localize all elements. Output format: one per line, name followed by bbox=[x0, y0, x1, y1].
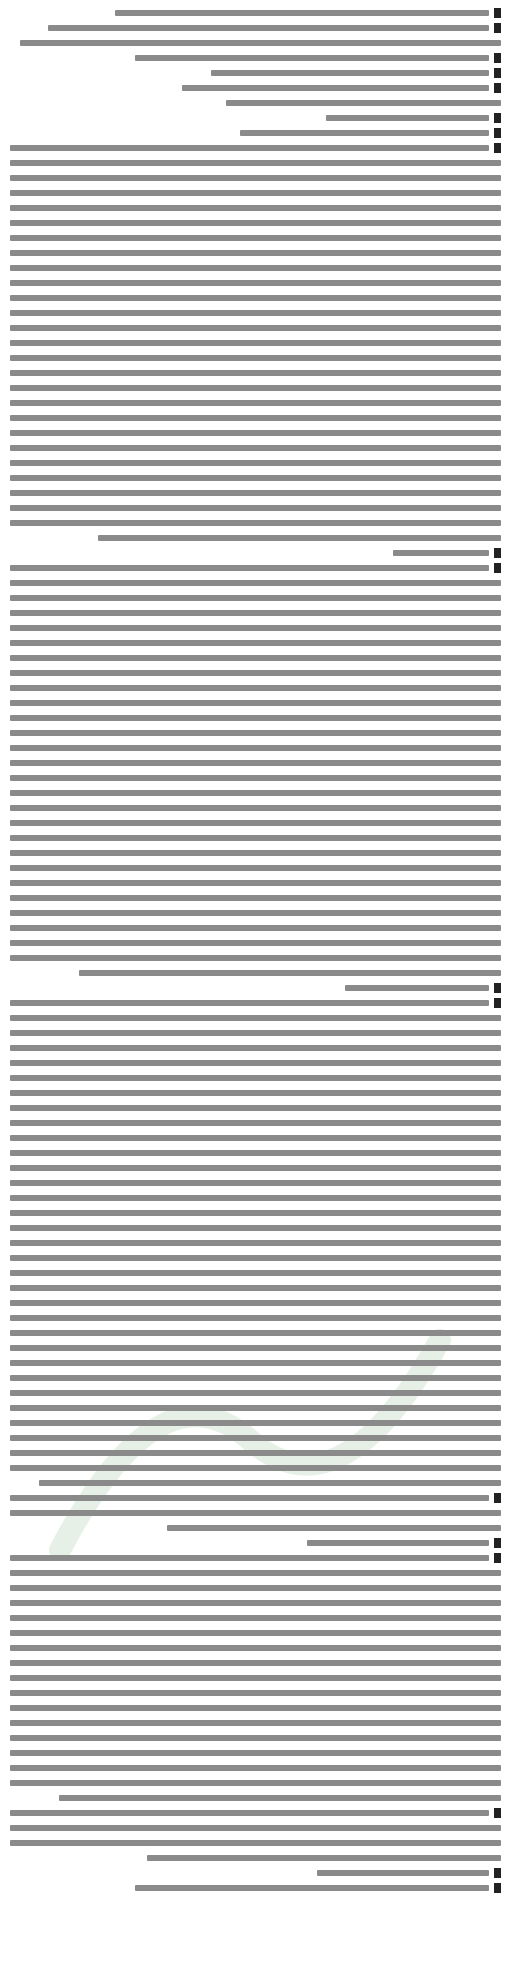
illegible-text-placeholder bbox=[10, 1675, 501, 1681]
speaker-marker bbox=[494, 143, 501, 153]
illegible-text-placeholder bbox=[10, 340, 501, 346]
text-line bbox=[10, 1326, 501, 1340]
illegible-text-placeholder bbox=[10, 1510, 501, 1516]
illegible-text-placeholder bbox=[10, 1060, 501, 1066]
illegible-text-placeholder bbox=[10, 1300, 501, 1306]
illegible-text-placeholder bbox=[10, 280, 501, 286]
illegible-text-placeholder bbox=[10, 1315, 501, 1321]
text-line bbox=[10, 1236, 501, 1250]
speaker-line bbox=[10, 141, 501, 155]
illegible-text-placeholder bbox=[10, 295, 501, 301]
illegible-text-placeholder bbox=[10, 235, 501, 241]
text-line bbox=[10, 756, 501, 770]
text-line bbox=[10, 591, 501, 605]
text-line bbox=[10, 951, 501, 965]
text-line bbox=[10, 516, 501, 530]
text-line bbox=[10, 171, 501, 185]
illegible-text-placeholder bbox=[10, 1180, 501, 1186]
text-line bbox=[10, 456, 501, 470]
illegible-text-placeholder bbox=[10, 1555, 489, 1561]
text-line bbox=[10, 471, 501, 485]
text-line bbox=[10, 1206, 501, 1220]
illegible-text-placeholder bbox=[20, 40, 501, 46]
text-line bbox=[10, 1071, 501, 1085]
illegible-text-placeholder bbox=[10, 1780, 501, 1786]
text-line bbox=[10, 216, 501, 230]
speaker-line bbox=[10, 996, 501, 1010]
text-line bbox=[10, 1731, 501, 1745]
text-line bbox=[10, 921, 501, 935]
illegible-text-placeholder bbox=[10, 1585, 501, 1591]
illegible-text-placeholder bbox=[10, 625, 501, 631]
text-line bbox=[10, 261, 501, 275]
text-line bbox=[10, 1821, 501, 1835]
text-line bbox=[10, 1641, 501, 1655]
illegible-text-placeholder bbox=[10, 1465, 501, 1471]
text-line bbox=[10, 1266, 501, 1280]
text-line bbox=[10, 1656, 501, 1670]
illegible-text-placeholder bbox=[79, 970, 501, 976]
text-line bbox=[10, 1011, 501, 1025]
text-line bbox=[10, 816, 501, 830]
speaker-line bbox=[10, 6, 501, 20]
illegible-text-placeholder bbox=[10, 1255, 501, 1261]
illegible-text-placeholder bbox=[39, 1480, 501, 1486]
illegible-text-placeholder bbox=[10, 955, 501, 961]
illegible-text-placeholder bbox=[10, 655, 501, 661]
illegible-text-placeholder bbox=[10, 745, 501, 751]
illegible-text-placeholder bbox=[10, 1270, 501, 1276]
text-line bbox=[10, 1506, 501, 1520]
speaker-line bbox=[10, 1491, 501, 1505]
illegible-text-placeholder bbox=[10, 1195, 501, 1201]
text-line bbox=[10, 1116, 501, 1130]
illegible-text-placeholder bbox=[211, 70, 489, 76]
text-line bbox=[10, 1716, 501, 1730]
illegible-text-placeholder bbox=[10, 1015, 501, 1021]
speaker-marker bbox=[494, 1883, 501, 1893]
text-line bbox=[10, 1356, 501, 1370]
speaker-line bbox=[10, 111, 501, 125]
speaker-marker bbox=[494, 983, 501, 993]
illegible-text-placeholder bbox=[48, 25, 489, 31]
text-line bbox=[10, 801, 501, 815]
illegible-text-placeholder bbox=[10, 1330, 501, 1336]
interview-text bbox=[10, 6, 501, 1895]
illegible-text-placeholder bbox=[240, 130, 489, 136]
text-line bbox=[10, 681, 501, 695]
text-line bbox=[10, 291, 501, 305]
text-line bbox=[10, 906, 501, 920]
speaker-marker bbox=[494, 1553, 501, 1563]
illegible-text-placeholder bbox=[10, 1105, 501, 1111]
speaker-line bbox=[10, 1536, 501, 1550]
illegible-text-placeholder bbox=[10, 1705, 501, 1711]
text-line bbox=[10, 441, 501, 455]
illegible-text-placeholder bbox=[10, 820, 501, 826]
speaker-line bbox=[10, 561, 501, 575]
illegible-text-placeholder bbox=[10, 220, 501, 226]
text-line bbox=[10, 1566, 501, 1580]
speaker-line bbox=[10, 66, 501, 80]
illegible-text-placeholder bbox=[10, 1090, 501, 1096]
illegible-text-placeholder bbox=[10, 250, 501, 256]
illegible-text-placeholder bbox=[10, 1390, 501, 1396]
illegible-text-placeholder bbox=[10, 685, 501, 691]
illegible-text-placeholder bbox=[10, 1000, 489, 1006]
text-line bbox=[10, 846, 501, 860]
text-line bbox=[10, 1251, 501, 1265]
illegible-text-placeholder bbox=[10, 1750, 501, 1756]
speaker-line bbox=[10, 1806, 501, 1820]
text-line bbox=[10, 1311, 501, 1325]
illegible-text-placeholder bbox=[10, 310, 501, 316]
illegible-text-placeholder bbox=[10, 1120, 501, 1126]
illegible-text-placeholder bbox=[10, 1165, 501, 1171]
illegible-text-placeholder bbox=[10, 385, 501, 391]
text-line bbox=[10, 1521, 501, 1535]
text-line bbox=[10, 651, 501, 665]
text-line bbox=[10, 396, 501, 410]
illegible-text-placeholder bbox=[10, 1225, 501, 1231]
text-line bbox=[10, 1176, 501, 1190]
text-line bbox=[10, 36, 501, 50]
illegible-text-placeholder bbox=[10, 1345, 501, 1351]
speaker-marker bbox=[494, 128, 501, 138]
text-line bbox=[10, 366, 501, 380]
illegible-text-placeholder bbox=[10, 640, 501, 646]
speaker-marker bbox=[494, 548, 501, 558]
text-line bbox=[10, 501, 501, 515]
speaker-line bbox=[10, 126, 501, 140]
text-line bbox=[10, 1221, 501, 1235]
text-line bbox=[10, 936, 501, 950]
illegible-text-placeholder bbox=[10, 430, 501, 436]
text-line bbox=[10, 636, 501, 650]
illegible-text-placeholder bbox=[10, 205, 501, 211]
illegible-text-placeholder bbox=[307, 1540, 489, 1546]
text-line bbox=[10, 1056, 501, 1070]
illegible-text-placeholder bbox=[10, 190, 501, 196]
text-line bbox=[10, 696, 501, 710]
illegible-text-placeholder bbox=[10, 835, 501, 841]
illegible-text-placeholder bbox=[10, 1420, 501, 1426]
text-line bbox=[10, 1401, 501, 1415]
text-line bbox=[10, 321, 501, 335]
illegible-text-placeholder bbox=[10, 1375, 501, 1381]
text-line bbox=[10, 1686, 501, 1700]
illegible-text-placeholder bbox=[10, 325, 501, 331]
text-line bbox=[10, 1851, 501, 1865]
illegible-text-placeholder bbox=[10, 940, 501, 946]
illegible-text-placeholder bbox=[10, 1135, 501, 1141]
text-line bbox=[10, 1416, 501, 1430]
illegible-text-placeholder bbox=[59, 1795, 501, 1801]
illegible-text-placeholder bbox=[10, 850, 501, 856]
illegible-text-placeholder bbox=[10, 265, 501, 271]
text-line bbox=[10, 276, 501, 290]
illegible-text-placeholder bbox=[393, 550, 489, 556]
illegible-text-placeholder bbox=[10, 1840, 501, 1846]
illegible-text-placeholder bbox=[10, 1435, 501, 1441]
text-line bbox=[10, 96, 501, 110]
text-line bbox=[10, 1791, 501, 1805]
illegible-text-placeholder bbox=[10, 1600, 501, 1606]
text-line bbox=[10, 1146, 501, 1160]
text-line bbox=[10, 1296, 501, 1310]
text-line bbox=[10, 336, 501, 350]
text-line bbox=[10, 156, 501, 170]
illegible-text-placeholder bbox=[10, 715, 501, 721]
text-line bbox=[10, 1596, 501, 1610]
speaker-marker bbox=[494, 68, 501, 78]
illegible-text-placeholder bbox=[10, 580, 501, 586]
illegible-text-placeholder bbox=[10, 1495, 489, 1501]
illegible-text-placeholder bbox=[10, 895, 501, 901]
text-line bbox=[10, 201, 501, 215]
illegible-text-placeholder bbox=[10, 175, 501, 181]
illegible-text-placeholder bbox=[10, 1405, 501, 1411]
text-line bbox=[10, 1281, 501, 1295]
text-line bbox=[10, 1161, 501, 1175]
speaker-marker bbox=[494, 83, 501, 93]
text-line bbox=[10, 1101, 501, 1115]
illegible-text-placeholder bbox=[345, 985, 489, 991]
illegible-text-placeholder bbox=[10, 1360, 501, 1366]
illegible-text-placeholder bbox=[10, 1825, 501, 1831]
illegible-text-placeholder bbox=[10, 1720, 501, 1726]
illegible-text-placeholder bbox=[135, 55, 489, 61]
illegible-text-placeholder bbox=[147, 1855, 501, 1861]
text-line bbox=[10, 411, 501, 425]
text-line bbox=[10, 246, 501, 260]
illegible-text-placeholder bbox=[10, 1735, 501, 1741]
illegible-text-placeholder bbox=[10, 670, 501, 676]
speaker-marker bbox=[494, 1538, 501, 1548]
text-line bbox=[10, 1341, 501, 1355]
text-line bbox=[10, 1476, 501, 1490]
illegible-text-placeholder bbox=[226, 100, 501, 106]
speaker-marker bbox=[494, 8, 501, 18]
illegible-text-placeholder bbox=[10, 370, 501, 376]
text-line bbox=[10, 351, 501, 365]
text-line bbox=[10, 1581, 501, 1595]
illegible-text-placeholder bbox=[10, 1765, 501, 1771]
text-line bbox=[10, 1131, 501, 1145]
illegible-text-placeholder bbox=[10, 1645, 501, 1651]
illegible-text-placeholder bbox=[10, 355, 501, 361]
text-line bbox=[10, 1626, 501, 1640]
illegible-text-placeholder bbox=[182, 85, 489, 91]
illegible-text-placeholder bbox=[10, 775, 501, 781]
text-line bbox=[10, 711, 501, 725]
text-line bbox=[10, 726, 501, 740]
text-line bbox=[10, 891, 501, 905]
illegible-text-placeholder bbox=[10, 445, 501, 451]
text-line bbox=[10, 426, 501, 440]
illegible-text-placeholder bbox=[10, 1210, 501, 1216]
text-line bbox=[10, 1761, 501, 1775]
illegible-text-placeholder bbox=[10, 595, 501, 601]
illegible-text-placeholder bbox=[10, 1285, 501, 1291]
speaker-marker bbox=[494, 113, 501, 123]
illegible-text-placeholder bbox=[10, 910, 501, 916]
illegible-text-placeholder bbox=[10, 1075, 501, 1081]
illegible-text-placeholder bbox=[115, 10, 489, 16]
text-line bbox=[10, 486, 501, 500]
speaker-line bbox=[10, 1881, 501, 1895]
illegible-text-placeholder bbox=[98, 535, 501, 541]
illegible-text-placeholder bbox=[10, 1045, 501, 1051]
illegible-text-placeholder bbox=[10, 145, 489, 151]
text-line bbox=[10, 1041, 501, 1055]
text-line bbox=[10, 771, 501, 785]
text-line bbox=[10, 666, 501, 680]
text-line bbox=[10, 1746, 501, 1760]
speaker-line bbox=[10, 981, 501, 995]
text-line bbox=[10, 1386, 501, 1400]
illegible-text-placeholder bbox=[10, 1150, 501, 1156]
illegible-text-placeholder bbox=[10, 1810, 489, 1816]
text-line bbox=[10, 1191, 501, 1205]
illegible-text-placeholder bbox=[10, 865, 501, 871]
text-line bbox=[10, 876, 501, 890]
text-line bbox=[10, 1431, 501, 1445]
text-line bbox=[10, 1446, 501, 1460]
speaker-line bbox=[10, 546, 501, 560]
illegible-text-placeholder bbox=[326, 115, 489, 121]
speaker-line bbox=[10, 1551, 501, 1565]
illegible-text-placeholder bbox=[317, 1870, 489, 1876]
illegible-text-placeholder bbox=[135, 1885, 489, 1891]
text-line bbox=[10, 741, 501, 755]
speaker-line bbox=[10, 51, 501, 65]
text-line bbox=[10, 606, 501, 620]
text-line bbox=[10, 1671, 501, 1685]
illegible-text-placeholder bbox=[10, 805, 501, 811]
text-line bbox=[10, 306, 501, 320]
illegible-text-placeholder bbox=[10, 1615, 501, 1621]
text-line bbox=[10, 1086, 501, 1100]
illegible-text-placeholder bbox=[10, 790, 501, 796]
text-line bbox=[10, 966, 501, 980]
illegible-text-placeholder bbox=[10, 760, 501, 766]
illegible-text-placeholder bbox=[10, 1240, 501, 1246]
text-line bbox=[10, 1611, 501, 1625]
illegible-text-placeholder bbox=[10, 565, 489, 571]
text-line bbox=[10, 1701, 501, 1715]
speaker-marker bbox=[494, 1808, 501, 1818]
illegible-text-placeholder bbox=[10, 610, 501, 616]
text-line bbox=[10, 186, 501, 200]
illegible-text-placeholder bbox=[167, 1525, 501, 1531]
illegible-text-placeholder bbox=[10, 400, 501, 406]
speaker-marker bbox=[494, 53, 501, 63]
illegible-text-placeholder bbox=[10, 730, 501, 736]
illegible-text-placeholder bbox=[10, 415, 501, 421]
text-line bbox=[10, 1776, 501, 1790]
text-line bbox=[10, 1371, 501, 1385]
illegible-text-placeholder bbox=[10, 700, 501, 706]
text-line bbox=[10, 861, 501, 875]
illegible-text-placeholder bbox=[10, 1630, 501, 1636]
text-line bbox=[10, 1026, 501, 1040]
speaker-marker bbox=[494, 1493, 501, 1503]
illegible-text-placeholder bbox=[10, 520, 501, 526]
illegible-text-placeholder bbox=[10, 1690, 501, 1696]
speaker-marker bbox=[494, 563, 501, 573]
speaker-marker bbox=[494, 998, 501, 1008]
text-line bbox=[10, 231, 501, 245]
illegible-text-placeholder bbox=[10, 925, 501, 931]
illegible-text-placeholder bbox=[10, 1450, 501, 1456]
text-line bbox=[10, 786, 501, 800]
illegible-text-placeholder bbox=[10, 1570, 501, 1576]
text-line bbox=[10, 1461, 501, 1475]
text-line bbox=[10, 831, 501, 845]
text-line bbox=[10, 1836, 501, 1850]
illegible-text-placeholder bbox=[10, 505, 501, 511]
illegible-text-placeholder bbox=[10, 880, 501, 886]
speaker-line bbox=[10, 21, 501, 35]
illegible-text-placeholder bbox=[10, 460, 501, 466]
text-line bbox=[10, 621, 501, 635]
speaker-line bbox=[10, 1866, 501, 1880]
illegible-text-placeholder bbox=[10, 475, 501, 481]
speaker-marker bbox=[494, 23, 501, 33]
text-line bbox=[10, 576, 501, 590]
illegible-text-placeholder bbox=[10, 1030, 501, 1036]
illegible-text-placeholder bbox=[10, 490, 501, 496]
illegible-text-placeholder bbox=[10, 1660, 501, 1666]
illegible-text-placeholder bbox=[10, 160, 501, 166]
text-line bbox=[10, 531, 501, 545]
speaker-line bbox=[10, 81, 501, 95]
speaker-marker bbox=[494, 1868, 501, 1878]
text-line bbox=[10, 381, 501, 395]
